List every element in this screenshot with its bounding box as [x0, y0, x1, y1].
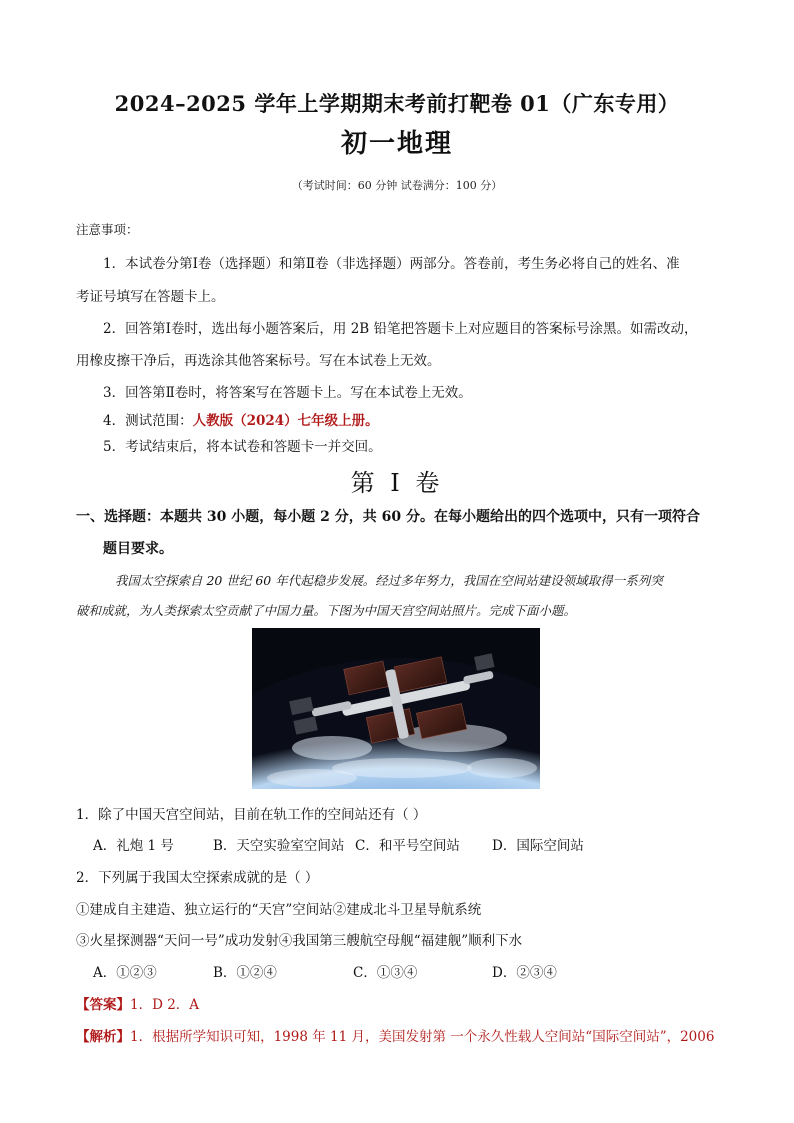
question-1-option-a[interactable]: A．礼炮 1 号	[93, 838, 174, 854]
passage-line-1: 我国太空探索自 20 世纪 60 年代起稳步发展。经过多年努力，我国在空间站建设领域取得一系列突	[115, 573, 663, 588]
notice-item-4	[103, 409, 379, 429]
notice-item-2: 2．回答第Ⅰ卷时，选出每小题答案后，用 2B 铅笔把答题卡上对应题目的答案标号涂黑。如需改动，	[103, 321, 698, 337]
part1-heading-cont: 题目要求。	[103, 541, 173, 557]
notice-item-5: 5．考试结束后，将本试卷和答题卡一并交回。	[103, 439, 382, 455]
question-1-option-b[interactable]: B．天空实验室空间站	[213, 838, 345, 854]
question-1-option-c[interactable]: C．和平号空间站	[355, 838, 460, 854]
notice-heading: 注意事项：	[76, 222, 139, 237]
answer-line	[76, 993, 199, 1013]
answer-value: 1．D 2．A	[130, 997, 200, 1013]
notice-item-1-cont: 考证号填写在答题卡上。	[76, 289, 225, 305]
question-2-option-c[interactable]: C．①③④	[353, 965, 418, 981]
question-2-option-d[interactable]: D．②③④	[492, 965, 557, 981]
test-scope-value: 人教版（2024）七年级上册。	[192, 413, 379, 429]
notice-item-2-cont: 用橡皮擦干净后，再选涂其他答案标号。写在本试卷上无效。	[76, 353, 441, 369]
question-2-statements-2: ③火星探测器“天问一号”成功发射④我国第三艘航空母舰“福建舰”顺利下水	[76, 933, 523, 949]
question-1-stem: 1．除了中国天宫空间站，目前在轨工作的空间站还有（ ）	[76, 807, 427, 823]
question-2-statements-1: ①建成自主建造、独立运行的“天宫”空间站②建成北斗卫星导航系统	[76, 902, 482, 918]
question-2-option-a[interactable]: A．①②③	[93, 965, 157, 981]
answer-tag: 【答案】	[76, 997, 130, 1013]
part1-heading: 一、选择题：本题共 30 小题，每小题 2 分，共 60 分。在每小题给出的四个选项中，只有一项符合	[76, 509, 700, 525]
notice-item-1: 1．本试卷分第Ⅰ卷（选择题）和第Ⅱ卷（非选择题）两部分。答卷前，考生务必将自己的姓名、准	[103, 256, 680, 272]
section-title: 第 I 卷	[350, 469, 444, 497]
test-scope-label: 4．测试范围：	[103, 413, 193, 429]
analysis-tag: 【解析】	[76, 1029, 130, 1045]
question-2-option-b[interactable]: B．①②④	[213, 965, 277, 981]
document-title: 2024–2025 学年上学期期末考前打靶卷 01（广东专用）	[114, 91, 680, 116]
analysis-text: 1．根据所学知识可知，1998 年 11 月，美国发射第 一个永久性载人空间站“国际空间站”，2006	[130, 1029, 715, 1045]
space-station-photo	[252, 628, 540, 789]
question-2-stem: 2．下列属于我国太空探索成就的是（ ）	[76, 870, 319, 886]
notice-item-3: 3．回答第Ⅱ卷时，将答案写在答题卡上。写在本试卷上无效。	[103, 385, 472, 401]
passage-line-2: 破和成就，为人类探索太空贡献了中国力量。下图为中国天宫空间站照片。完成下面小题。	[76, 603, 577, 618]
question-1-option-d[interactable]: D．国际空间站	[492, 838, 584, 854]
analysis-line	[76, 1025, 714, 1045]
exam-meta: （考试时间：60 分钟 试卷满分：100 分）	[291, 179, 503, 192]
subject-title: 初一地理	[340, 129, 453, 159]
space-station-image	[252, 628, 540, 789]
